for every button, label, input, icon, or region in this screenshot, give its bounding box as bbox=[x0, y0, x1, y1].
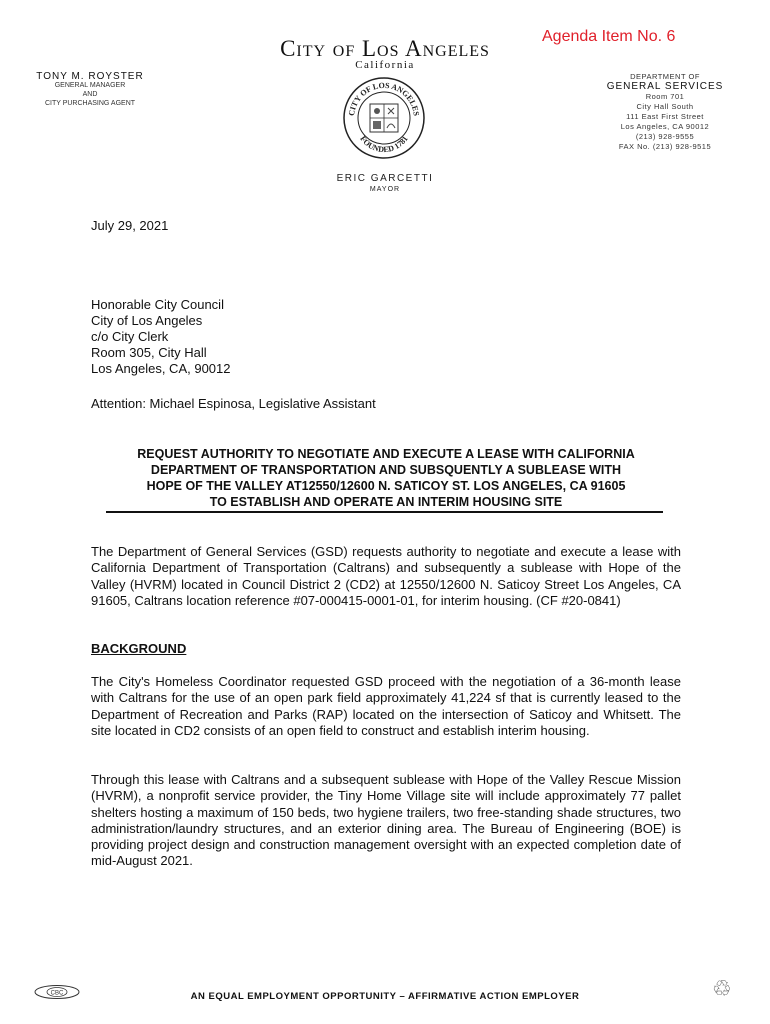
address-line: Los Angeles, CA, 90012 bbox=[91, 361, 231, 376]
mayor-title: MAYOR bbox=[369, 186, 401, 193]
gm-title-line: AND bbox=[82, 91, 98, 98]
title-divider bbox=[106, 511, 663, 513]
city-name-heading: City of Los Angeles bbox=[280, 36, 490, 61]
dept-phone: (213) 928-9555 bbox=[635, 132, 695, 141]
address-line: Honorable City Council bbox=[91, 297, 224, 312]
dept-building: City Hall South bbox=[636, 102, 694, 111]
mayor-name: ERIC GARCETTI bbox=[336, 173, 434, 184]
footer-eeo-statement: AN EQUAL EMPLOYMENT OPPORTUNITY – AFFIRMATIVE ACTION EMPLOYER bbox=[190, 991, 580, 1002]
gm-title-line: GENERAL MANAGER bbox=[54, 82, 126, 89]
gm-title-line: CITY PURCHASING AGENT bbox=[44, 100, 136, 107]
background-paragraph-1: The City's Homeless Coordinator requested GSD proceed with the negotiation of a 36-month lease with Caltrans for the use of an open park field approximately 41,224 sf that is currently leased to the Department of Recreation and Parks (RAP) located on the intersection of Saticoy and Whitsett. The site located in CD2 consists of an open field to construct and establish interim housing. bbox=[91, 674, 681, 738]
background-heading: BACKGROUND bbox=[91, 641, 187, 656]
recycle-icon: ♲ bbox=[712, 976, 732, 1001]
agenda-item-label: Agenda Item No. 6 bbox=[542, 28, 676, 45]
gm-name: TONY M. ROYSTER bbox=[36, 71, 144, 82]
mayor-block bbox=[0, 173, 770, 195]
title-line: REQUEST AUTHORITY TO NEGOTIATE AND EXECUTE A LEASE WITH CALIFORNIA bbox=[137, 447, 635, 461]
attention-line: Attention: Michael Espinosa, Legislative Assistant bbox=[91, 396, 376, 411]
document-subject-title bbox=[100, 446, 672, 510]
dept-fax: FAX No. (213) 928-9515 bbox=[618, 142, 712, 151]
title-line: DEPARTMENT OF TRANSPORTATION AND SUBSQUENTLY A SUBLEASE WITH bbox=[150, 463, 622, 477]
dept-line: DEPARTMENT OF bbox=[630, 72, 700, 81]
dept-street: 111 East First Street bbox=[626, 112, 704, 121]
union-bug-text: CBC bbox=[50, 990, 64, 997]
background-paragraph-2: Through this lease with Caltrans and a subsequent sublease with Hope of the Valley Rescue Mission (HVRM), a nonprofit service provider, the Tiny Home Village site will include approximately 77 pallet shelters hosting a maximum of 150 beds, two hygiene trailers, two free-standing shade structures, two administration/laundry structures, and an exterior dining area. The Bureau of Engineering (BOE) is providing project design and construction management oversight with an expected completion date of mid-August 2021. bbox=[91, 772, 681, 869]
recipient-address bbox=[91, 297, 231, 377]
state-subheading: California bbox=[355, 59, 415, 71]
general-manager-block bbox=[30, 72, 150, 108]
intro-paragraph: The Department of General Services (GSD) requests authority to negotiate and execute a lease with California Department of Transportation (Caltrans) and subsequently a sublease with Hope of the Valley (HVRM) located in Council District 2 (CD2) at 12550/12600 N. Saticoy Street Los Angeles, CA 91605, Caltrans location reference #07-000415-0001-01, for interim housing. (CF #20-0841) bbox=[91, 544, 681, 608]
letter-date: July 29, 2021 bbox=[91, 218, 169, 233]
dept-name: GENERAL SERVICES bbox=[606, 81, 724, 92]
title-line: TO ESTABLISH AND OPERATE AN INTERIM HOUSING SITE bbox=[209, 495, 563, 509]
title-line: HOPE OF THE VALLEY AT12550/12600 N. SATICOY ST. LOS ANGELES, CA 91605 bbox=[146, 479, 626, 493]
seal-bottom-text: FOUNDED 1781 bbox=[358, 134, 410, 155]
address-line: Room 305, City Hall bbox=[91, 345, 207, 360]
department-address-block bbox=[600, 72, 730, 152]
dept-room: Room 701 bbox=[645, 92, 685, 101]
city-seal-icon bbox=[342, 76, 426, 160]
seal-top-text: CITY OF LOS ANGELES bbox=[347, 80, 421, 117]
address-line: c/o City Clerk bbox=[91, 329, 169, 344]
address-line: City of Los Angeles bbox=[91, 313, 203, 328]
dept-city-zip: Los Angeles, CA 90012 bbox=[620, 122, 710, 131]
